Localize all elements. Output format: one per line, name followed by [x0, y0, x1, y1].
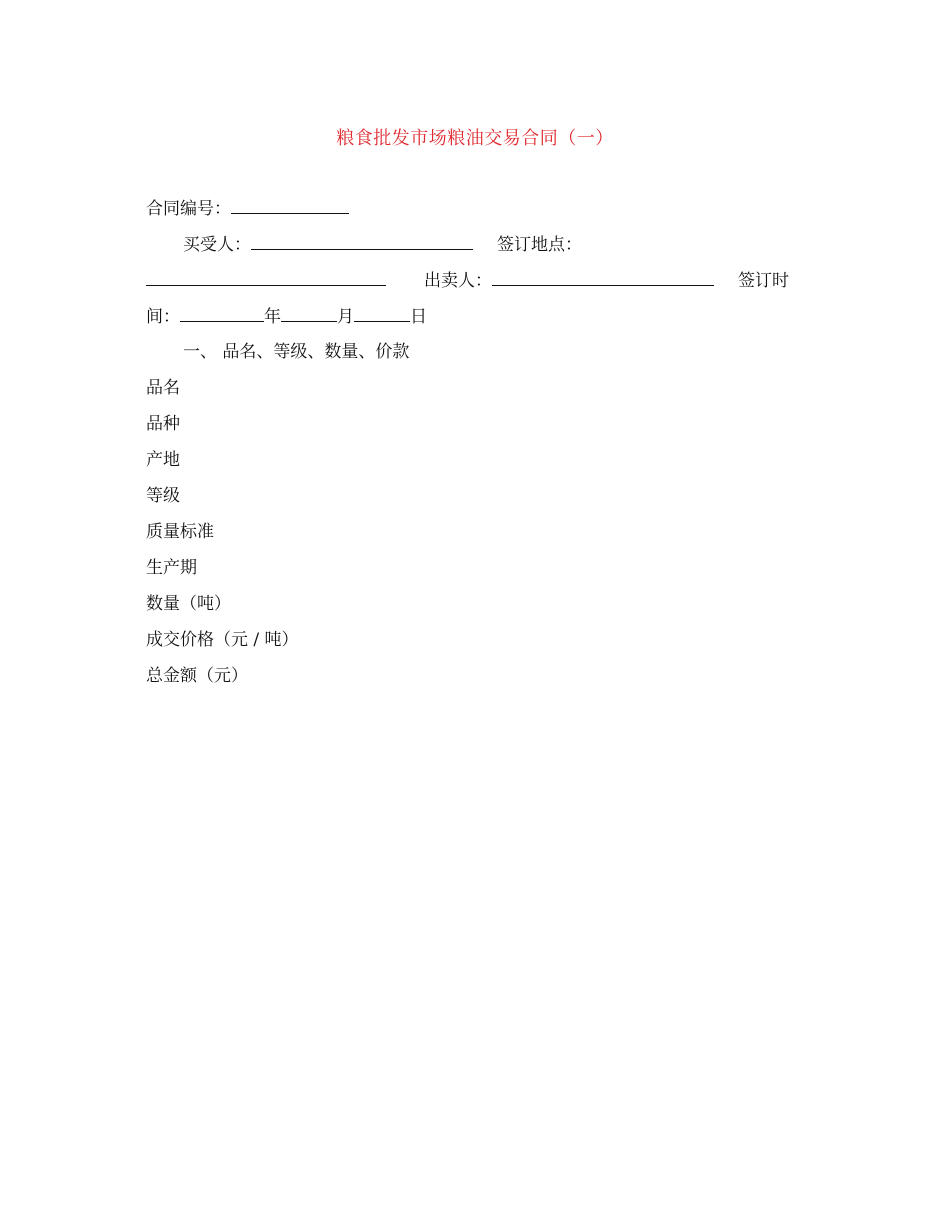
seller-line — [146, 269, 789, 292]
item-grade: 等级 — [146, 486, 180, 506]
item-production-date: 生产期 — [146, 558, 197, 578]
year-label: 年 — [264, 307, 281, 327]
sign-time-label-part2: 间： — [146, 307, 180, 327]
buyer-label: 买受人： — [183, 235, 251, 255]
item-total-amount: 总金额（元） — [146, 666, 248, 686]
month-blank[interactable] — [281, 305, 337, 322]
item-quality-standard: 质量标准 — [146, 522, 214, 542]
sign-place-label: 签订地点： — [497, 235, 582, 255]
buyer-blank[interactable] — [251, 233, 473, 250]
sign-place-blank[interactable] — [146, 269, 386, 286]
item-name: 品名 — [146, 378, 180, 398]
contract-number-line — [146, 197, 349, 220]
month-label: 月 — [337, 307, 354, 327]
item-quantity: 数量（吨） — [146, 594, 231, 614]
seller-blank[interactable] — [492, 269, 714, 286]
item-origin: 产地 — [146, 450, 180, 470]
day-blank[interactable] — [354, 305, 410, 322]
contract-number-blank[interactable] — [231, 197, 349, 214]
section-heading: 一、 品名、等级、数量、价款 — [183, 342, 410, 362]
item-price: 成交价格（元 / 吨） — [146, 630, 299, 650]
day-label: 日 — [410, 307, 427, 327]
seller-label: 出卖人： — [424, 271, 492, 291]
year-blank[interactable] — [180, 305, 264, 322]
document-title: 粮食批发市场粮油交易合同（一） — [336, 128, 614, 149]
sign-date-line — [146, 305, 427, 328]
sign-time-label-part1: 签订时 — [738, 271, 789, 291]
contract-number-label: 合同编号： — [146, 199, 231, 219]
item-variety: 品种 — [146, 414, 180, 434]
buyer-line — [183, 233, 582, 256]
